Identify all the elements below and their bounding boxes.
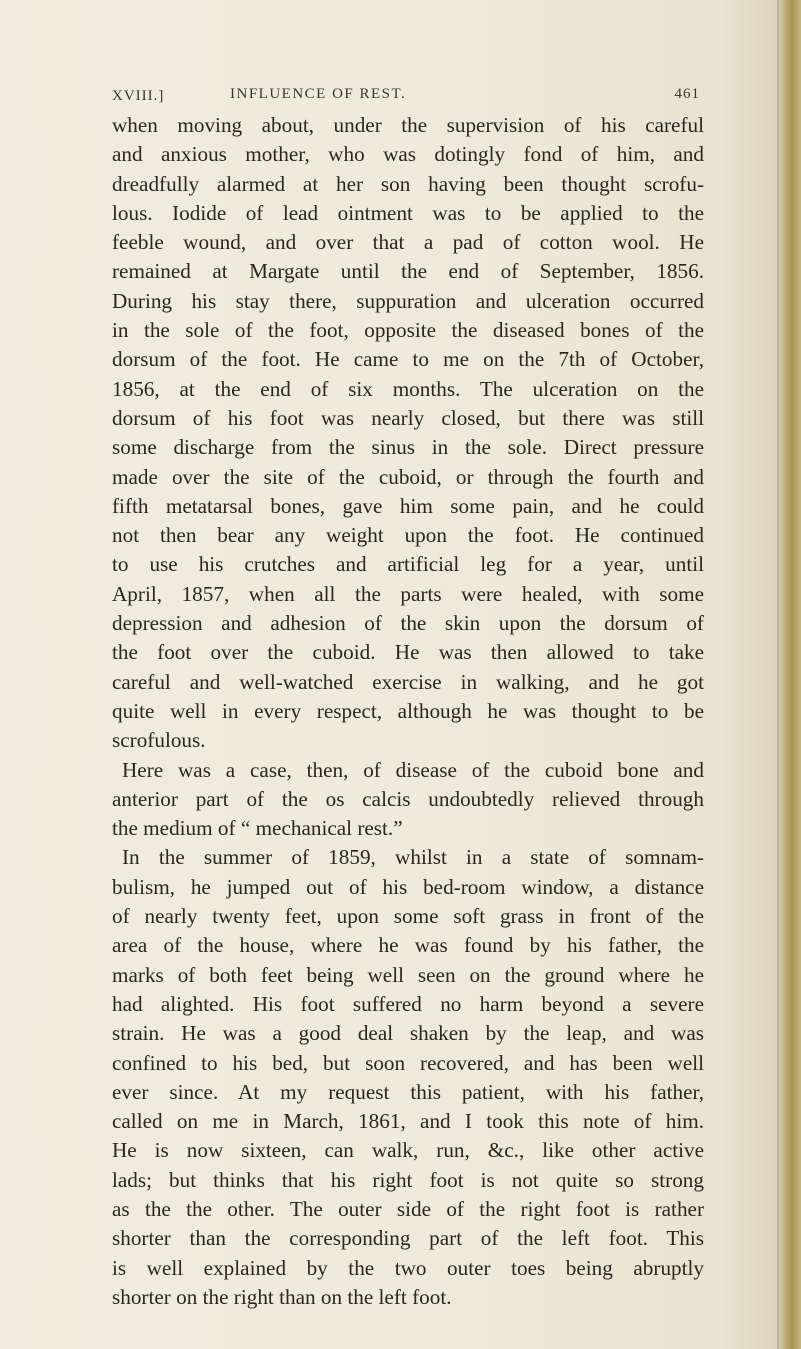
text-line: remained at Margate until the end of September, 1856. [112, 259, 704, 284]
text-line: the foot over the cuboid. He was then allowed to take [112, 640, 704, 665]
chapter-marker: XVIII.] [112, 88, 165, 104]
page-header [112, 86, 702, 110]
text-line: dorsum of his foot was nearly closed, but there was still [112, 405, 704, 430]
text-line: is well explained by the two outer toes being abruptly [112, 1255, 704, 1280]
body-text [112, 111, 704, 1312]
page-edge [779, 0, 801, 1349]
text-line: not then bear any weight upon the foot. He continued [112, 523, 704, 548]
text-line: marks of both feet being well seen on the ground where he [112, 962, 704, 987]
text-line: to use his crutches and artificial leg for a year, until [112, 552, 704, 577]
text-line: During his stay there, suppuration and ulceration occurred [112, 288, 704, 313]
text-line: April, 1857, when all the parts were healed, with some [112, 581, 704, 606]
page-number: 461 [674, 86, 700, 102]
text-line: and anxious mother, who was dotingly fond of him, and [112, 142, 704, 167]
text-line: the medium of “ mechanical rest.” [112, 816, 403, 841]
text-line: quite well in every respect, although he was thought to be [112, 698, 704, 723]
text-line: 1856, at the end of six months. The ulceration on the [112, 376, 704, 401]
text-line: shorter on the right than on the left foot. [112, 1284, 452, 1309]
text-line: had alighted. His foot suffered no harm beyond a severe [112, 991, 704, 1016]
text-line: fifth metatarsal bones, gave him some pain, and he could [112, 493, 704, 518]
text-line: when moving about, under the supervision of his careful [112, 113, 704, 137]
text-line: ever since. At my request this patient, with his father, [112, 1079, 704, 1104]
text-line: of nearly twenty feet, upon some soft grass in front of the [112, 904, 704, 929]
text-line: dreadfully alarmed at her son having been thought scrofu- [112, 171, 704, 196]
text-line: made over the site of the cuboid, or through the fourth and [112, 464, 704, 489]
text-line: lads; but thinks that his right foot is not quite so strong [112, 1167, 704, 1192]
text-line: area of the house, where he was found by his father, the [112, 933, 704, 958]
text-line: confined to his bed, but soon recovered, and has been well [112, 1050, 704, 1075]
text-line: some discharge from the sinus in the sole. Direct pressure [112, 435, 704, 460]
text-line: depression and adhesion of the skin upon the dorsum of [112, 611, 704, 636]
text-line: shorter than the corresponding part of the left foot. This [112, 1226, 704, 1251]
text-line: scrofulous. [112, 728, 206, 753]
text-line: lous. Iodide of lead ointment was to be applied to the [112, 200, 704, 225]
text-line: He is now sixteen, can walk, run, &c., like other active [112, 1138, 704, 1163]
text-line: in the sole of the foot, opposite the diseased bones of the [112, 318, 704, 343]
text-line: feeble wound, and over that a pad of cotton wool. He [112, 230, 704, 255]
text-line: bulism, he jumped out of his bed-room window, a distance [112, 874, 704, 899]
text-line: called on me in March, 1861, and I took this note of him. [112, 1109, 704, 1134]
text-line: as the the other. The outer side of the right foot is rather [112, 1196, 704, 1221]
text-line: careful and well-watched exercise in walking, and he got [112, 669, 704, 694]
running-title: INFLUENCE OF REST. [230, 86, 407, 102]
text-line: dorsum of the foot. He came to me on the 7th of October, [112, 347, 704, 372]
text-line: Here was a case, then, of disease of the cuboid bone and [122, 757, 704, 782]
text-line: anterior part of the os calcis undoubtedly relieved through [112, 786, 704, 811]
text-line: strain. He was a good deal shaken by the leap, and was [112, 1021, 704, 1046]
text-line: In the summer of 1859, whilst in a state of somnam- [122, 845, 704, 870]
